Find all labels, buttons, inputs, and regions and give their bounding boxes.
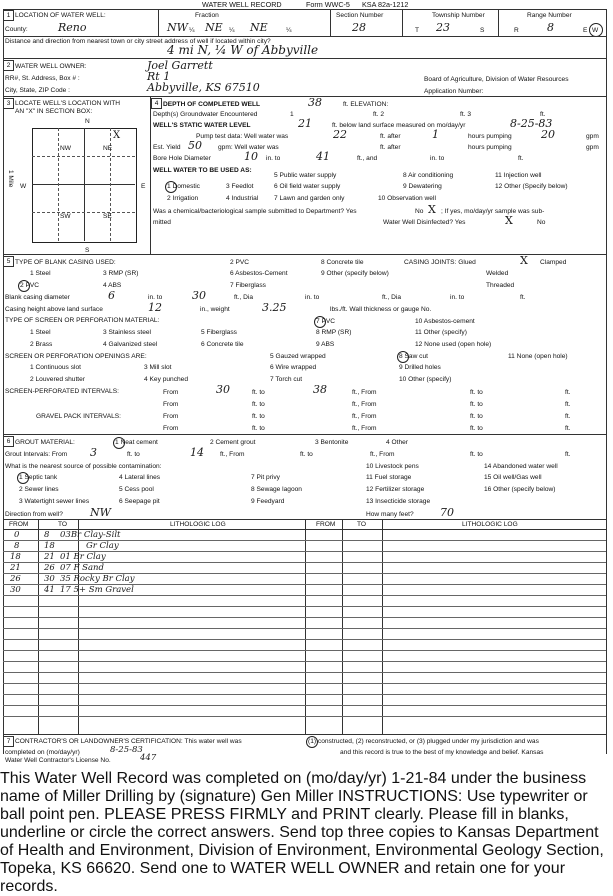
- log-from[interactable]: 21: [10, 563, 21, 573]
- divider: [3, 434, 606, 435]
- opening-option[interactable]: 5 Gauzed wrapped: [270, 353, 326, 360]
- submitted-label: mitted: [153, 219, 171, 226]
- section-number: 4: [151, 98, 162, 109]
- ft-to-label: ft. to: [470, 425, 483, 432]
- to-label: ft. to: [252, 425, 265, 432]
- grout-option[interactable]: 1 Neat cement: [115, 439, 158, 446]
- contamination-label: What is the nearest source of possible contamination:: [5, 463, 162, 470]
- grout-to[interactable]: 14: [190, 446, 204, 459]
- diameter-to[interactable]: 30: [192, 289, 206, 302]
- height-in-weight: in., weight: [200, 306, 230, 313]
- screen-option[interactable]: 10 Asbestos-cement: [415, 318, 475, 325]
- bore-to-value[interactable]: 41: [316, 150, 330, 163]
- quarter-symbol: ¼: [229, 27, 235, 34]
- perforated-to[interactable]: 38: [313, 383, 327, 396]
- license-label: Water Well Contractor's License No.: [5, 757, 111, 764]
- frame-left: [3, 9, 4, 754]
- log-row-line: [3, 661, 606, 662]
- ft-from-label: ft., From: [352, 425, 377, 432]
- disinfect-label: Water Well Disinfected? Yes: [383, 219, 466, 226]
- yield-gpm: gpm: [586, 144, 599, 151]
- range-east: E: [583, 27, 588, 34]
- ft-label: ft.: [565, 389, 571, 396]
- screen-option[interactable]: 9 ABS: [316, 341, 335, 348]
- casing-label: TYPE OF BLANK CASING USED:: [15, 259, 116, 266]
- gpm-label: gpm: [586, 133, 599, 140]
- ft-to-label: ft. to: [470, 401, 483, 408]
- west-label: W: [20, 183, 27, 190]
- depth-label: DEPTH OF COMPLETED WELL: [163, 101, 261, 108]
- instructions-line-2: three copies to Kansas Department of Health and Environment, Division of Environment, Environmental Geology Section, Topeka, KS 66620. Send one to WATER WELL: [0, 824, 604, 877]
- pump-test-value[interactable]: 22: [333, 128, 347, 141]
- ft-from-label: ft., From: [352, 401, 377, 408]
- log-row-line: [3, 639, 606, 640]
- to-label: ft. to: [252, 401, 265, 408]
- signature-value[interactable]: Gen Miller: [260, 788, 334, 805]
- log-row-line: [3, 716, 606, 717]
- location-mark[interactable]: X: [113, 130, 121, 141]
- use-option[interactable]: 3 Feedlot: [226, 183, 254, 190]
- contam-option[interactable]: 13 Insecticide storage: [366, 498, 431, 505]
- clamped-label: Clamped: [540, 259, 567, 266]
- log-to[interactable]: 26: [44, 563, 55, 573]
- divider: [330, 9, 331, 36]
- log-to[interactable]: 18: [44, 541, 55, 551]
- grout-tail: ft., From: [220, 451, 245, 458]
- casing-option[interactable]: 9 Other (specify below): [321, 270, 389, 277]
- screen-option[interactable]: 1 Steel: [30, 329, 51, 336]
- record-true-label: and this record is true to the best of my knowledge and belief. Kansas: [340, 749, 544, 756]
- static-level-value[interactable]: 21: [298, 117, 312, 130]
- contam-option[interactable]: 16 Other (specify below): [484, 486, 556, 493]
- certification-label: CONTRACTOR'S OR LANDOWNER'S CERTIFICATION: This water well was: [15, 738, 242, 745]
- yield-hours-pumping: hours pumping: [468, 144, 512, 151]
- screen-option[interactable]: 6 Concrete tile: [201, 341, 244, 348]
- signature-label: by (signature): [158, 788, 257, 805]
- quarter-symbol: ¼: [189, 27, 195, 34]
- address-value[interactable]: Rt 1: [147, 70, 171, 83]
- log-to[interactable]: 30: [44, 574, 55, 584]
- quarter-symbol: ¼: [286, 27, 292, 34]
- casing-option[interactable]: 2 PVC: [230, 259, 250, 266]
- from-label: From: [163, 425, 179, 432]
- screen-option[interactable]: 11 Other (specify): [415, 329, 467, 336]
- grout-tail-4: ft. to: [470, 451, 483, 458]
- address-label: RR#, St. Address, Box # :: [5, 75, 80, 82]
- log-from[interactable]: 26: [10, 574, 21, 584]
- record-completed-label: This Water Well Record was completed on (mo/day/yr): [0, 770, 387, 787]
- divider: [3, 36, 606, 37]
- chem-mark[interactable]: X: [428, 203, 436, 216]
- divider: [158, 9, 159, 36]
- use-option[interactable]: 9 Dewatering: [403, 183, 442, 190]
- contam-option[interactable]: 12 Fertilizer storage: [366, 486, 425, 493]
- range-label: Range Number: [527, 12, 572, 19]
- openings-label: SCREEN OR PERFORATION OPENINGS ARE:: [5, 353, 147, 360]
- opening-option[interactable]: 6 Wire wrapped: [270, 364, 317, 371]
- township-prefix: T: [415, 27, 420, 34]
- divider: [150, 96, 151, 254]
- log-header: LITHOLOGIC LOG: [170, 521, 226, 528]
- log-from[interactable]: 30: [10, 585, 21, 595]
- bore-value[interactable]: 10: [244, 150, 258, 163]
- log-to[interactable]: 8: [44, 530, 50, 540]
- grout-tail-2: ft. to: [300, 451, 313, 458]
- log-row-line: [3, 650, 606, 651]
- casing-option[interactable]: 2 PVC: [20, 282, 40, 289]
- contam-option[interactable]: 6 Seepage pit: [119, 498, 160, 505]
- contam-option[interactable]: 8 Sewage lagoon: [251, 486, 302, 493]
- yield-after: ft. after: [380, 144, 401, 151]
- section-box-divider: [32, 156, 135, 157]
- screen-option[interactable]: 3 Stainless steel: [103, 329, 152, 336]
- certification-options: (1) constructed, (2) reconstructed, or (3) plugged under my jurisdiction and was: [308, 738, 539, 745]
- ft-label: ft.: [565, 401, 571, 408]
- opening-option[interactable]: 8 Saw cut: [399, 353, 428, 360]
- nw-quarter: NW: [60, 145, 71, 152]
- township-label: Township Number: [432, 12, 485, 19]
- completed-label: completed on (mo/day/yr): [5, 749, 80, 756]
- casing-option[interactable]: 4 ABS: [103, 282, 122, 289]
- ft-label: ft.: [565, 413, 571, 420]
- log-from[interactable]: 8: [14, 541, 20, 551]
- weight-tail: lbs./ft. Wall thickness or gauge No.: [330, 306, 432, 313]
- ft-from-label: ft., From: [352, 389, 377, 396]
- yield-label: Est. Yield: [153, 144, 181, 151]
- log-row-line: [3, 628, 606, 629]
- divider: [3, 58, 606, 59]
- height-value[interactable]: 12: [148, 301, 162, 314]
- diameter-ft-dia-2: ft., Dia: [382, 294, 402, 301]
- screen-option[interactable]: 2 Brass: [30, 341, 53, 348]
- form-title: WATER WELL RECORD: [202, 0, 282, 9]
- perforated-label: SCREEN-PERFORATED INTERVALS:: [5, 388, 119, 395]
- section-box-divider: [32, 212, 135, 213]
- ft-to-label: ft. to: [470, 413, 483, 420]
- contam-option[interactable]: 10 Livestock pens: [366, 463, 419, 470]
- section-number: 1: [3, 10, 14, 21]
- joints-label: CASING JOINTS: Glued: [404, 259, 476, 266]
- use-option[interactable]: 2 Irrigation: [167, 195, 199, 202]
- diameter-in-to-3: in. to: [450, 294, 465, 301]
- offscreen-footer: [0, 770, 613, 896]
- form-number: Form WWC-5: [306, 0, 350, 9]
- log-row-line: [3, 617, 606, 618]
- opening-option[interactable]: 1 Continuous slot: [30, 364, 81, 371]
- completed-value[interactable]: 8-25-83: [110, 745, 143, 755]
- how-many-feet-label: How many feet?: [366, 511, 414, 518]
- section-number: 7: [3, 736, 14, 747]
- opening-option[interactable]: 10 Other (specify): [399, 376, 452, 383]
- gravel-label: GRAVEL PACK INTERVALS:: [36, 413, 122, 420]
- static-level-date[interactable]: 8-25-83: [510, 117, 553, 130]
- diameter-in-to: in. to: [148, 294, 163, 301]
- direction-value[interactable]: NW: [90, 506, 111, 519]
- bore-ft: ft.: [518, 155, 524, 162]
- elevation-label: ft. ELEVATION:: [343, 101, 389, 108]
- casing-option[interactable]: 8 Concrete tile: [321, 259, 364, 266]
- casing-option[interactable]: 6 Asbestos-Cement: [230, 270, 288, 277]
- grout-option[interactable]: 2 Cement grout: [210, 439, 256, 446]
- grout-label: GROUT MATERIAL:: [15, 439, 75, 446]
- screen-option[interactable]: 7 PVC: [316, 318, 336, 325]
- section-number-label: Section Number: [336, 12, 384, 19]
- perforated-from[interactable]: 30: [216, 383, 230, 396]
- section-number: 3: [3, 98, 14, 109]
- ft-from-label: ft., From: [352, 413, 377, 420]
- quarter-1-value[interactable]: NW: [167, 21, 188, 34]
- pump-test-label: Pump test data: Well water was: [196, 133, 289, 140]
- city-label: City, State, ZIP Code :: [5, 87, 70, 94]
- diameter-value[interactable]: 6: [108, 289, 115, 302]
- section-number: 2: [3, 60, 14, 71]
- log-row-line: [3, 705, 606, 706]
- south-label: S: [85, 247, 90, 254]
- ksa-reference: KSA 82a-1212: [362, 0, 409, 9]
- contam-option[interactable]: 1 Septic tank: [19, 474, 58, 481]
- casing-option[interactable]: 1 Steel: [30, 270, 51, 277]
- section-number: 5: [3, 256, 14, 267]
- height-label: Casing height above land surface: [5, 306, 103, 313]
- joints-mark[interactable]: X: [520, 254, 528, 267]
- groundwater-ft: ft.: [540, 111, 546, 118]
- bore-tail: ft., and: [357, 155, 378, 162]
- groundwater-label: Depth(s) Groundwater Encountered: [153, 111, 258, 118]
- screen-option[interactable]: 8 RMP (SR): [316, 329, 352, 336]
- use-option[interactable]: 10 Observation well: [378, 195, 436, 202]
- depth-value[interactable]: 38: [308, 96, 322, 109]
- groundwater-1: 1: [290, 111, 294, 118]
- log-header: LITHOLOGIC LOG: [462, 521, 518, 528]
- contam-option[interactable]: 11 Fuel storage: [366, 474, 412, 481]
- distance-label: Distance and direction from nearest town or city street address of well if located within city?: [5, 38, 271, 45]
- log-header: TO: [357, 521, 367, 528]
- range-west: W: [592, 27, 599, 34]
- ne-quarter: NE: [103, 145, 113, 152]
- welded-label: Welded: [486, 270, 509, 277]
- business-value[interactable]: Miller Drilling: [62, 788, 154, 805]
- disinfect-no: No: [537, 219, 546, 226]
- log-to[interactable]: 21: [44, 552, 55, 562]
- divider: [3, 734, 606, 735]
- diameter-ft-dia: ft., Dia: [234, 294, 254, 301]
- contam-option[interactable]: 14 Abandoned water well: [484, 463, 558, 470]
- fraction-label: Fraction: [195, 12, 219, 19]
- yield-tail: gpm: Well water was: [218, 144, 279, 151]
- diameter-label: Blank casing diameter: [5, 294, 70, 301]
- log-row-line: [3, 606, 606, 607]
- divider: [3, 96, 606, 97]
- log-description[interactable]: Gr Clay: [86, 541, 119, 551]
- log-header: TO: [58, 521, 68, 528]
- chem-tail: ; If yes, mo/day/yr sample was sub-: [441, 208, 545, 215]
- screen-label: TYPE OF SCREEN OR PERFORATION MATERIAL:: [5, 317, 160, 324]
- use-option[interactable]: 8 Air conditioning: [403, 172, 454, 179]
- from-label: From: [163, 413, 179, 420]
- grout-tail-3: ft., From: [370, 451, 395, 458]
- weight-value[interactable]: 3.25: [262, 301, 287, 314]
- contam-option[interactable]: 3 Watertight sewer lines: [19, 498, 90, 505]
- use-option[interactable]: 11 Injection well: [495, 172, 542, 179]
- grout-to-label: ft. to: [127, 451, 140, 458]
- log-from[interactable]: 18: [10, 552, 21, 562]
- range-value[interactable]: 8: [547, 21, 554, 34]
- owner-value[interactable]: Joel Garrett: [147, 59, 213, 72]
- yield-value[interactable]: 50: [188, 139, 202, 152]
- chem-label: Was a chemical/bacteriological sample submitted to Department? Yes: [153, 208, 357, 215]
- section-box-divider: [32, 184, 135, 185]
- groundwater-2: ft. 2: [373, 111, 384, 118]
- owner-label: WATER WELL OWNER:: [15, 63, 87, 70]
- screen-option[interactable]: 4 Galvanized steel: [103, 341, 158, 348]
- north-label: N: [85, 118, 90, 125]
- license-value[interactable]: 447: [140, 753, 157, 763]
- distance-value[interactable]: 4 mi N, ¼ W of Abbyville: [167, 43, 319, 57]
- se-quarter: SE: [103, 213, 112, 220]
- log-description[interactable]: 07 F Sand: [60, 563, 104, 573]
- use-option[interactable]: 1 Domestic: [167, 183, 200, 190]
- east-label: E: [141, 183, 146, 190]
- instructions-line-1: INSTRUCTIONS: Use typewriter or ball point pen. PLEASE PRESS FIRMLY and PRINT clearly. Please fill in blanks, underline or circle the correct answers. Send top: [0, 788, 588, 841]
- from-label: From: [163, 389, 179, 396]
- opening-option[interactable]: 4 Key punched: [144, 376, 188, 383]
- grout-from[interactable]: 3: [90, 446, 97, 459]
- groundwater-3: ft. 3: [460, 111, 471, 118]
- use-option[interactable]: 5 Public water supply: [274, 172, 337, 179]
- log-description[interactable]: 17 5+ Sm Gravel: [60, 585, 134, 595]
- contam-option[interactable]: 7 Pit privy: [251, 474, 280, 481]
- township-value[interactable]: 23: [436, 21, 450, 34]
- grout-interval-label: Grout Intervals: From: [5, 451, 68, 458]
- contam-option[interactable]: 2 Sewer lines: [19, 486, 59, 493]
- use-option[interactable]: 4 Industrial: [226, 195, 259, 202]
- contam-option[interactable]: 5 Cess pool: [119, 486, 154, 493]
- disinfect-mark[interactable]: X: [505, 214, 513, 227]
- business-label: under the business name of: [0, 770, 587, 805]
- pump-after: ft. after: [380, 133, 401, 140]
- log-description[interactable]: 03Br Clay-Silt: [60, 530, 121, 540]
- bore-in-to-2: in. to: [430, 155, 445, 162]
- locate-label-2: AN "X" IN SECTION BOX:: [15, 108, 93, 115]
- direction-label: Direction from well?: [5, 511, 63, 518]
- range-prefix: R: [514, 27, 519, 34]
- opening-option[interactable]: 7 Torch cut: [270, 376, 303, 383]
- from-label: From: [163, 401, 179, 408]
- sw-quarter: SW: [60, 213, 71, 220]
- grout-option[interactable]: 3 Bentonite: [315, 439, 349, 446]
- log-row-line: [3, 672, 606, 673]
- how-many-feet-value[interactable]: 70: [440, 506, 454, 519]
- chem-no: No: [415, 208, 424, 215]
- log-row-line: [3, 683, 606, 684]
- ft-to-label: ft. to: [470, 389, 483, 396]
- bore-in-to: in. to: [266, 155, 281, 162]
- section-number: 6: [3, 436, 14, 447]
- log-header: FROM: [316, 521, 336, 528]
- static-level-tail: ft. below land surface measured on mo/day/yr: [332, 122, 466, 129]
- board-label: Board of Agriculture, Division of Water Resources: [424, 76, 569, 83]
- static-level-label: WELL'S STATIC WATER LEVEL: [153, 122, 251, 129]
- county-label: County:: [5, 26, 28, 33]
- bore-label: Bore Hole Diameter: [153, 155, 211, 162]
- mile-label: 1 Mile: [7, 170, 14, 188]
- casing-option[interactable]: 3 RMP (SR): [103, 270, 139, 277]
- section-number-value[interactable]: 28: [352, 21, 366, 34]
- contam-option[interactable]: 9 Feedyard: [251, 498, 285, 505]
- log-to[interactable]: 41: [44, 585, 55, 595]
- contam-option[interactable]: 15 Oil well/Gas well: [484, 474, 542, 481]
- application-label: Application Number:: [424, 88, 484, 95]
- pump-hours[interactable]: 1: [432, 128, 439, 141]
- frame-top: [3, 9, 606, 10]
- opening-option[interactable]: 9 Drilled holes: [399, 364, 441, 371]
- casing-option[interactable]: 7 Fiberglass: [230, 282, 266, 289]
- diameter-ft: ft.: [520, 294, 526, 301]
- use-option[interactable]: 7 Lawn and garden only: [274, 195, 345, 202]
- log-description[interactable]: 01 Br Clay: [60, 552, 106, 562]
- section-box-divider: [58, 128, 59, 241]
- grout-option[interactable]: 4 Other: [386, 439, 408, 446]
- threaded-label: Threaded: [486, 282, 515, 289]
- city-value[interactable]: Abbyville, KS 67510: [147, 81, 260, 94]
- pump-gpm[interactable]: 20: [541, 128, 555, 141]
- to-label: ft. to: [252, 389, 265, 396]
- locate-label: LOCATE WELL'S LOCATION WITH: [15, 100, 121, 107]
- hours-pumping: hours pumping: [468, 133, 512, 140]
- divider: [498, 9, 499, 36]
- contam-option[interactable]: 4 Lateral lines: [119, 474, 161, 481]
- instructions-line-3: OWNER and retain one for your records.: [0, 860, 566, 895]
- opening-option[interactable]: 11 None (open hole): [508, 353, 568, 360]
- opening-option[interactable]: 3 Mill slot: [144, 364, 172, 371]
- screen-option[interactable]: 5 Fiberglass: [201, 329, 237, 336]
- log-from[interactable]: 0: [14, 530, 20, 540]
- log-description[interactable]: 35 Rocky Br Clay: [60, 574, 135, 584]
- frame-right: [606, 9, 607, 754]
- log-row-line: [3, 595, 606, 596]
- record-date[interactable]: 1-21-84: [391, 770, 447, 787]
- county-value[interactable]: Reno: [58, 21, 87, 34]
- log-header: FROM: [9, 521, 29, 528]
- divider: [3, 254, 606, 255]
- location-label: LOCATION OF WATER WELL:: [15, 12, 106, 19]
- use-label: WELL WATER TO BE USED AS:: [153, 167, 252, 174]
- township-suffix: S: [480, 27, 485, 34]
- quarter-3-value[interactable]: NE: [250, 21, 268, 34]
- divider: [402, 9, 403, 36]
- grout-ft: ft.: [565, 451, 571, 458]
- diameter-in-to-2: in. to: [305, 294, 320, 301]
- log-row-line: [3, 694, 606, 695]
- to-label: ft. to: [252, 413, 265, 420]
- opening-option[interactable]: 2 Louvered shutter: [30, 376, 85, 383]
- screen-option[interactable]: 12 None used (open hole): [415, 341, 492, 348]
- use-option[interactable]: 12 Other (Specify below): [495, 183, 568, 190]
- quarter-2-value[interactable]: NE: [205, 21, 223, 34]
- use-option[interactable]: 6 Oil field water supply: [274, 183, 341, 190]
- ft-label: ft.: [565, 425, 571, 432]
